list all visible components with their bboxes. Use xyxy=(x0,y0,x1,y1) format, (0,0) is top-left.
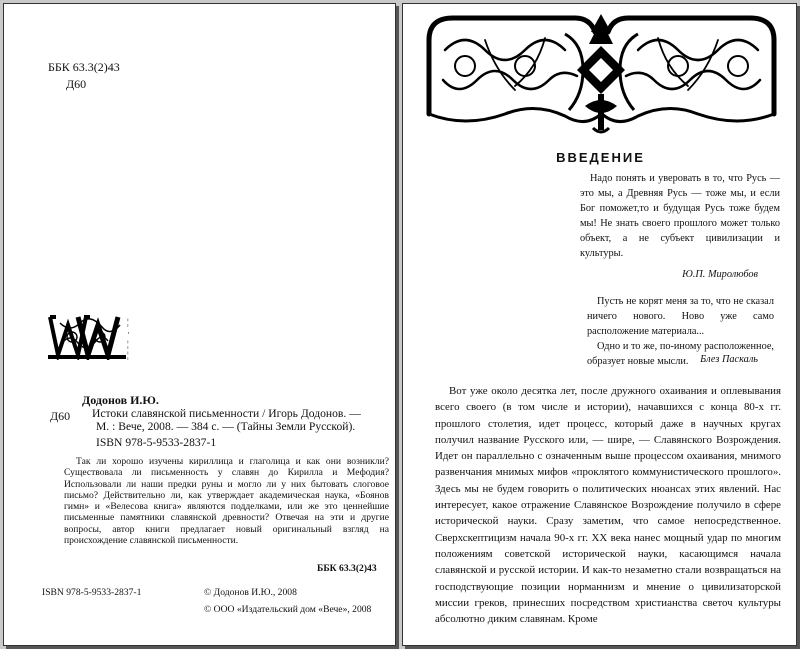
epigraph-2-author: Блез Паскаль xyxy=(700,354,758,365)
biblio-line-2: М. : Вече, 2008. — 384 с. — (Тайны Земли Русской). xyxy=(96,420,356,433)
author-name: Додонов И.Ю. xyxy=(82,393,159,407)
left-page xyxy=(3,3,396,646)
isbn-bottom: ISBN 978-5-9533-2837-1 xyxy=(42,587,142,598)
author-mark: Д60 xyxy=(50,409,71,423)
epigraph-1-author: Ю.П. Миролюбов xyxy=(682,269,758,280)
ornament-headpiece-icon xyxy=(425,10,778,138)
epigraph-2-paragraph-1: Пусть не корят меня за то, что не сказал ничего нового. Ново уже само расположение материала... xyxy=(587,296,774,337)
epigraph-2-paragraph-2: Одно и то же, по-иному расположенное, образует новые мысли. xyxy=(587,341,774,367)
epigraph-1-text: Надо понять и уверовать в то, что Русь — это мы, а Древняя Русь — тоже мы, и если Бог поможет,то и будущая Русь тоже будем мы! Не знать своего прошлого может только объект, а не субъект цивилизации и культуры. xyxy=(580,173,780,259)
isbn-mid: ISBN 978-5-9533-2837-1 xyxy=(96,436,217,449)
bbk-code-bottom: ББК 63.3(2)43 xyxy=(317,563,377,574)
monogram-marks: ¦ · ¦ ¦ xyxy=(127,317,130,360)
publisher-monogram xyxy=(48,315,128,360)
author-mark-top: Д60 xyxy=(66,77,87,91)
annotation-text: Так ли хорошо изучены кириллица и глаголица и как они возникли? Существовала ли письменность у славян до Кирилла и Мефодия? Использовали ли наши предки руны и могло ли у них бытовать слоговое письмо? Действительно ли, как утверждает академическая наука, «Боянов гимн» и «Велесова книга» являются подделками, или же это ценнейшие письменные памятники славянской древности? Отвечая на эти и другие вопросы, автор книги предлагает новый оригинальный взгляд на происхождение славянской письменности. xyxy=(64,456,389,547)
right-page xyxy=(402,3,797,646)
biblio-line-1: Истоки славянской письменности / Игорь Додонов. — xyxy=(92,407,361,420)
chapter-heading: ВВЕДЕНИЕ xyxy=(556,150,645,165)
copyright-publisher: © ООО «Издательский дом «Вече», 2008 xyxy=(204,604,372,615)
bbk-code-top: ББК 63.3(2)43 xyxy=(48,60,120,74)
body-text: Вот уже около десятка лет, после дружного охаивания и оплевывания всего своего (в том числе и истории), начавшихся с конца 80-х гг. прошлого столетия, идет процесс, который даже в научных кругах получил название Русского или, — шире, — Славянского Возрождения. Идет он параллельно с означенным выше процессом охаивания, мнимого развенчания мнимых мифов «проклятого коммунистического прошлого». Здесь мы не будем говорить о политических нюансах этих явлений. Нас интересует, какое отражение Славянское Возрождение получило в сфере исторической науки. Сразу заметим, что самое непосредственное. Сверхскептицизм начала 90-х гг. XX века нанес мощный удар по многим положениям советской исторической науки, касающимся начала славянской и русской истории. И как-то незаметно стали возвращаться на господствующие позиции норманнизм и мнение о цивилизаторской миссии греков, принесших посредством христианства светоч культуры абсолютно диким славянам. Кроме xyxy=(435,385,781,626)
copyright-author: © Додонов И.Ю., 2008 xyxy=(204,587,297,598)
epigraph-1 xyxy=(580,171,780,261)
